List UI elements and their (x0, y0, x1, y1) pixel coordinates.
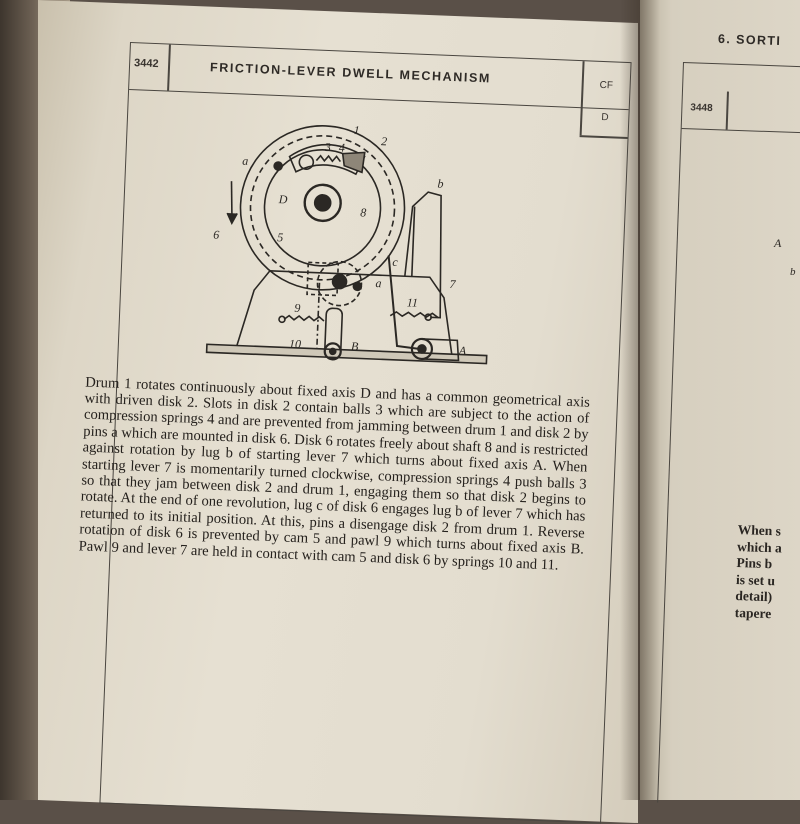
right-text-line: detail) (735, 587, 773, 605)
right-text-line: Pins b (736, 554, 773, 572)
right-text-line: When s (737, 522, 782, 539)
header-divider (167, 45, 170, 91)
label-7: 7 (449, 277, 456, 292)
right-text-line: is set u (735, 571, 776, 588)
page-number: 3442 (133, 57, 159, 71)
right-text-line: which a (736, 538, 783, 556)
right-page-number: 3448 (690, 102, 713, 115)
classification-code-sub: D (601, 111, 609, 124)
label-9: 9 (294, 300, 301, 316)
label-c: c (392, 254, 398, 269)
label-10: 10 (288, 336, 302, 352)
code-divider-bottom (580, 135, 628, 138)
right-fig-label-b: b (790, 266, 796, 278)
label-1: 1 (353, 123, 360, 138)
right-fig-label-a: A (774, 236, 782, 250)
label-3: 3 (324, 139, 332, 155)
label-2: 2 (380, 134, 388, 149)
label-6: 6 (213, 227, 220, 242)
label-B: B (350, 339, 359, 354)
label-a-mid: a (375, 276, 382, 291)
right-header-divider (726, 92, 729, 130)
label-4: 4 (338, 140, 346, 155)
right-header-row (682, 90, 800, 133)
left-page-frame (78, 42, 631, 824)
label-D: D (278, 192, 288, 207)
label-A: A (458, 343, 467, 358)
description-text: Drum 1 rotates continuously about fixed axis D and has a common geometrical axis with driven disk 2. Slots in disk 2 contain balls 3 which are subject to the action of compression springs 4 and are prevented from jamming between drum 1 and disk 2 by pins a which are mounted in disk 6. Disk 6 rotates freely about shaft 8 and is restricted against rotation by lug b of starting lever 7 which turns about fixed axis A. When starting lever 7 is momentarily turned clockwise, compression springs 4 push balls 3 so that they jam between disk 2 and drum 1, engaging them so that disk 2 begins to rotate. At the end of one revolution, lug c of disk 6 engages lug b of lever 7 which has returned to its initial position. At this, pins a disengage disk 2 from drum 1. Reverse rotation of disk 6 is prevented by cam 5 and pawl 9 which turns about fixed axis B. Pawl 9 and lever 7 are held in contact with cam 5 and disk 6 by springs 10 and 11. (78, 374, 591, 574)
page-title: FRICTION-LEVER DWELL MECHANISM (209, 60, 492, 86)
label-11: 11 (406, 295, 419, 310)
right-page-header: 6. SORTI (717, 31, 782, 49)
classification-code: CF (599, 79, 614, 92)
mechanism-diagram (196, 108, 506, 370)
right-text-line: tapere (734, 604, 772, 621)
label-8: 8 (360, 205, 367, 220)
label-a-top: a (242, 153, 249, 168)
label-b: b (437, 176, 444, 191)
right-page-text (735, 522, 800, 623)
label-5: 5 (277, 230, 284, 245)
right-page-frame (657, 62, 800, 807)
